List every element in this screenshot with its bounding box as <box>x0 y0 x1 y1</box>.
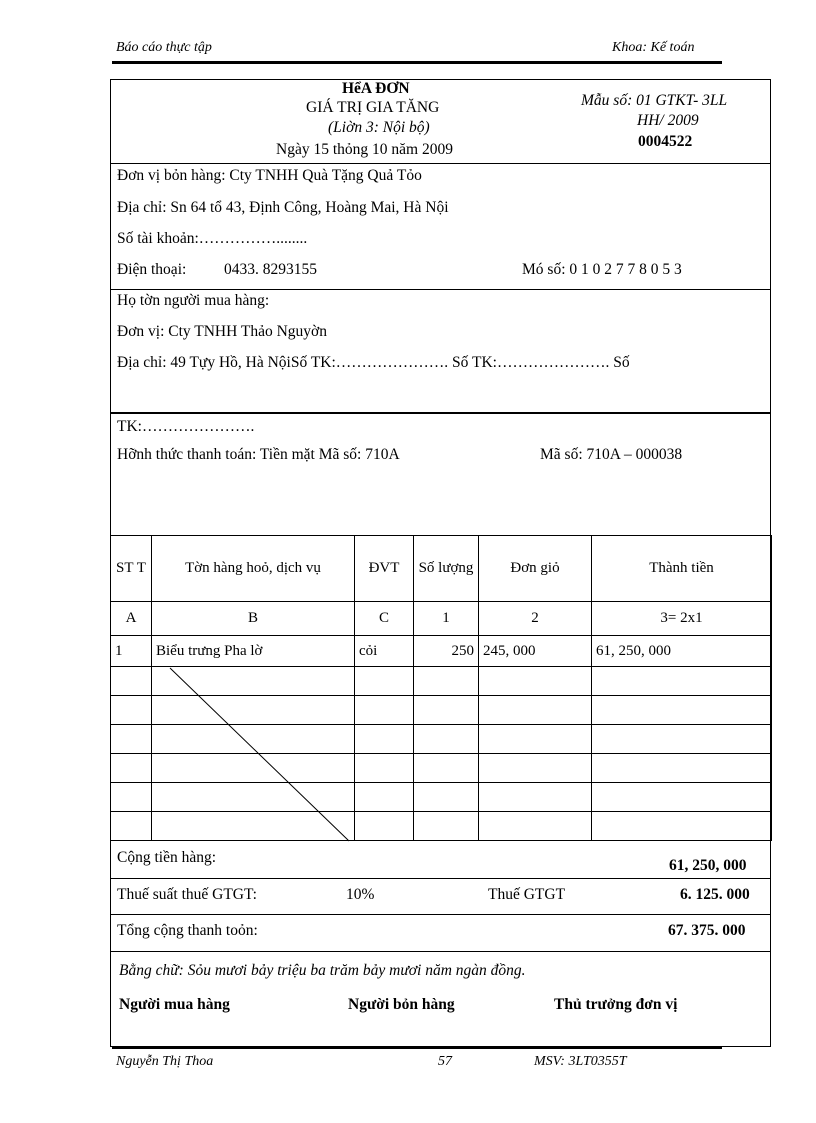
letter-1: 1 <box>414 602 479 636</box>
divider <box>110 163 771 164</box>
buyer-account-cont: TK:…………………. <box>117 418 255 435</box>
table-row-empty <box>111 812 772 841</box>
signature-head: Thủ trưởng đơn vị <box>554 996 678 1013</box>
invoice-title: HểA ĐƠN <box>342 80 410 97</box>
page-header-left: Báo cáo thực tập <box>116 40 212 55</box>
grand-total-label: Tổng cộng thanh toỏn: <box>117 922 258 939</box>
header-name: Tờn hàng hoỏ, dịch vụ <box>152 536 355 602</box>
subtotal-label: Cộng tiền hàng: <box>117 849 217 866</box>
item-amount: 61, 250, 000 <box>592 636 772 667</box>
letter-3: 3= 2x1 <box>592 602 772 636</box>
buyer-tax-code: Mã số: 710A – 000038 <box>540 446 683 463</box>
table-letter-row <box>111 602 772 636</box>
seller-tax-code: Mó số: 0 1 0 2 7 7 8 0 5 3 <box>522 261 682 278</box>
invoice-subtitle: GIÁ TRỊ GIA TĂNG <box>306 99 440 116</box>
invoice-series: HH/ 2009 <box>637 112 699 129</box>
header-stt: ST T <box>111 536 152 602</box>
footer-author: Nguyễn Thị Thoa <box>116 1054 214 1069</box>
divider <box>110 412 771 414</box>
table-row-empty <box>111 783 772 812</box>
form-code: Mẫu số: 01 GTKT- 3LL <box>581 92 728 109</box>
buyer-name-label: Họ tờn người mua hàng: <box>117 292 270 309</box>
header-rule <box>112 61 722 64</box>
amount-in-words: Bằng chữ: Sỏu mươi bảy triệu ba trăm bảy mươi năm ngàn đồng. <box>119 962 526 979</box>
invoice-copy-note: (Liờn 3: Nội bộ) <box>328 119 430 136</box>
seller-account: Số tài khoản:……………........ <box>117 230 308 247</box>
vat-rate-label: Thuế suất thuế GTGT: <box>117 886 257 903</box>
seller-phone: 0433. 8293155 <box>224 261 317 278</box>
header-price: Đơn giỏ <box>479 536 592 602</box>
grand-total-value: 67. 375. 000 <box>668 922 746 939</box>
header-unit: ĐVT <box>355 536 414 602</box>
header-amount: Thành tiền <box>592 536 772 602</box>
item-qty: 250 <box>414 636 479 667</box>
buyer-unit: Đơn vị: Cty TNHH Thảo Nguyờn <box>117 323 327 340</box>
table-header-row <box>111 536 772 602</box>
seller-address: Địa chỉ: Sn 64 tổ 43, Định Công, Hoàng Mai, Hà Nội <box>117 199 449 216</box>
letter-c: C <box>355 602 414 636</box>
invoice-date: Ngày 15 thỏng 10 năm 2009 <box>276 141 453 158</box>
table-row-empty <box>111 754 772 783</box>
page-header-right: Khoa: Kế toán <box>612 40 695 55</box>
divider <box>110 878 771 879</box>
header-qty: Số lượng <box>414 536 479 602</box>
payment-method: Hỡnh thức thanh toán: Tiền mặt Mã số: 710A <box>117 446 400 463</box>
divider <box>110 951 771 952</box>
seller-phone-label: Điện thoại: <box>117 261 187 278</box>
table-row-empty <box>111 667 772 696</box>
table-row <box>111 636 772 667</box>
item-price: 245, 000 <box>479 636 592 667</box>
item-stt: 1 <box>111 636 152 667</box>
signature-buyer: Người mua hàng <box>119 996 230 1013</box>
footer-page-number: 57 <box>438 1054 452 1069</box>
letter-2: 2 <box>479 602 592 636</box>
letter-a: A <box>111 602 152 636</box>
invoice-number: 0004522 <box>638 133 693 150</box>
letter-b: B <box>152 602 355 636</box>
divider <box>110 914 771 915</box>
table-row-empty <box>111 725 772 754</box>
vat-rate: 10% <box>346 886 375 903</box>
signature-seller: Người bỏn hàng <box>348 996 455 1013</box>
item-unit: cỏi <box>355 636 414 667</box>
goods-table <box>110 535 772 841</box>
footer-student-id: MSV: 3LT0355T <box>534 1054 627 1069</box>
vat-amount: 6. 125. 000 <box>680 886 750 903</box>
subtotal-value: 61, 250, 000 <box>669 857 747 874</box>
buyer-address: Địa chỉ: 49 Tựy Hồ, Hà NộiSố TK:…………………. Số TK:…………………. Số <box>117 354 630 371</box>
table-row-empty <box>111 696 772 725</box>
vat-label: Thuế GTGT <box>488 886 566 903</box>
divider <box>110 289 771 290</box>
seller-unit: Đơn vị bỏn hàng: Cty TNHH Quà Tặng Quả Tỏo <box>117 167 422 184</box>
item-name: Biểu trưng Pha lờ <box>152 636 355 667</box>
footer-rule <box>112 1046 722 1049</box>
